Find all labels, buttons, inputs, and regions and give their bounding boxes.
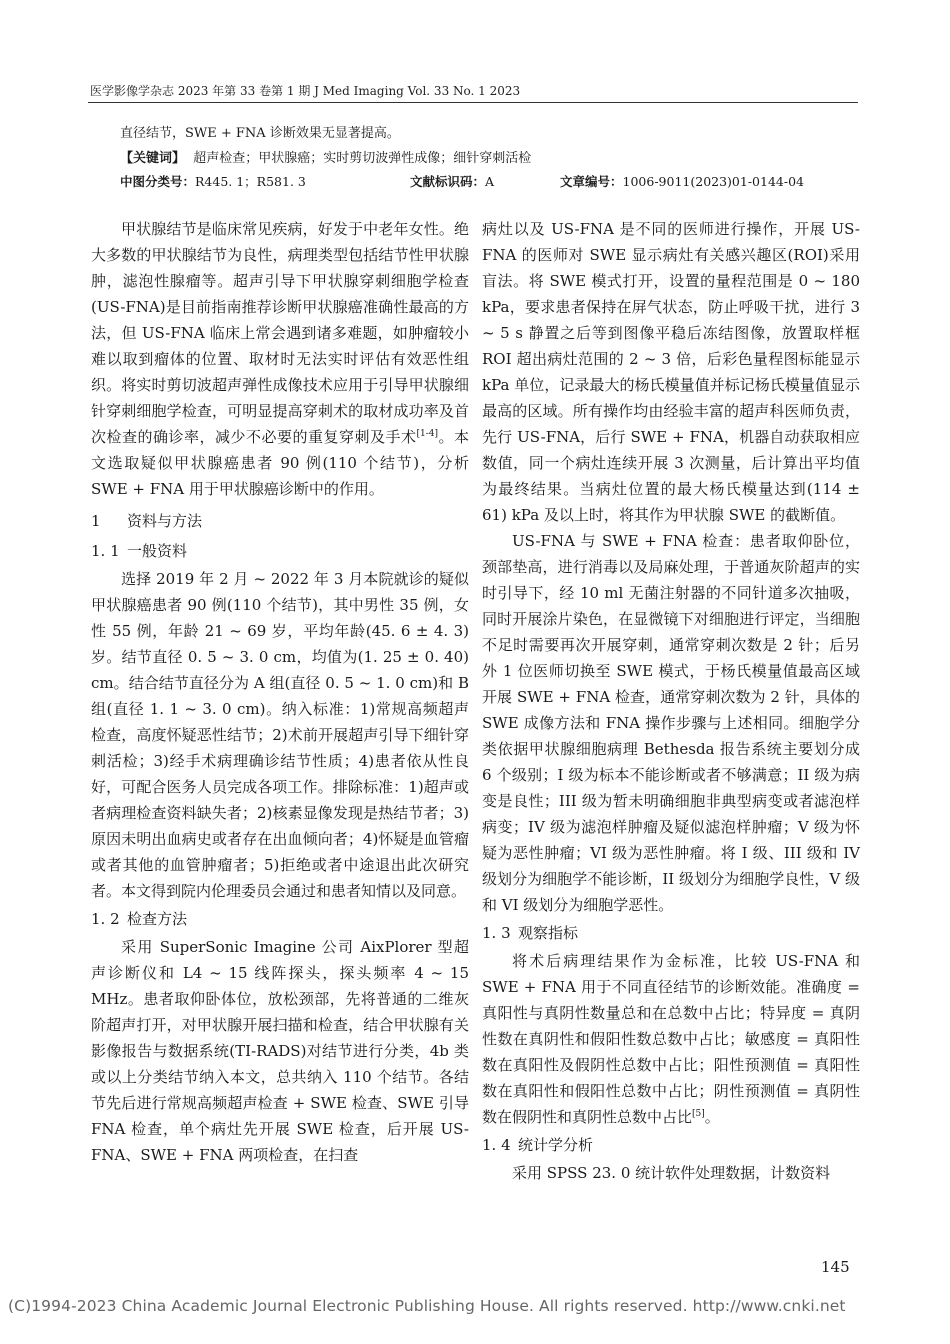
indicators-text: 将术后病理结果作为金标准，比较 US-FNA 和 SWE + FNA 用于不同直径结节的诊断效能。准确度 = 真阳性与真阴性数量总和在总数中占比；特异度 = 真阴性数在真阴性和假阳性数总数中占比；敏感度 = 真阳性数在真阳性及假阴性总数中占比；阳性预测值 = 真阳性数在真阳性和假阳性总数中占比；阴性预测值 = 真阴性数在假阴性和真阴性总数中占比 [482,952,860,1126]
running-head: 医学影像学杂志 2023 年第 33 卷第 1 期 J Med Imaging Vol. 33 No. 1 2023 [90,84,521,98]
subsection-heading [91,536,469,566]
section-heading [91,506,469,536]
citation-ref[interactable]: [1-4] [416,429,438,439]
classification-line [120,172,804,190]
subsection-number: 1. 3 [482,924,511,942]
clc-value: R445. 1；R581. 3 [195,174,306,189]
subsection-title: 检查方法 [127,910,188,928]
subsection-number: 1. 2 [91,910,120,928]
citation-ref[interactable]: [5] [692,1109,705,1119]
swe-paragraph: 病灶以及 US-FNA 是不同的医师进行操作，开展 US-FNA 的医师对 SWE 显示病灶有关感兴趣区(ROI)采用盲法。将 SWE 模式打开，设置的量程范围是 0 ~ 180 kPa，要求患者保持在屏气状态，防止呼吸干扰，进行 3 ~ 5 s 静置之后等到图像平稳后冻结图像，放置取样框 ROI 超出病灶范围的 2 ~ 3 倍，后彩色量程图标能显示 kPa 单位，记录最大的杨氏模量值并标记杨氏模量值显示最高的区域。所有操作均由经验丰富的超声科医师负责，先行 US-FNA，后行 SWE + FNA，机器自动获取相应数值，同一个病灶连续开展 3 次测量，后计算出平均值为最终结果。当病灶位置的最大杨氏模量达到(114 ± 61) kPa 及以上时，将其作为甲状腺 SWE 的截断值。 [482,220,860,524]
fna-paragraph: US-FNA 与 SWE + FNA 检查：患者取仰卧位，颈部垫高，进行消毒以及局麻处理，于普通灰阶超声的实时引导下，经 10 ml 无菌注射器的不同针道多次抽吸，同时开展涂片染色，在显微镜下对细胞进行评定，当细胞不足时需要再次开展穿刺，通常穿刺次数是 2 针；后另外 1 位医师切换至 SWE 模式，于杨氏模量值最高区域开展 SWE + FNA 检查，通常穿刺次数为 2 针，具体的 SWE 成像方法和 FNA 操作步骤与上述相同。细胞学分类依据甲状腺细胞病理 Bethesda 报告系统主要划分成 6 个级别；I 级为标本不能诊断或者不够满意；II 级为病变是良性；III 级为暂未明确细胞非典型病变或者滤泡样病变；IV 级为滤泡样肿瘤及疑似滤泡样肿瘤；V 级为怀疑为恶性肿瘤；VI 级为恶性肿瘤。将 I 级、III 级和 IV 级划分为细胞学不能诊断，II 级划分为细胞学良性，V 级和 VI 级划分为细胞学恶性。 [482,532,860,914]
doc-code-value: A [485,174,495,189]
abstract-tail: 直径结节，SWE + FNA 诊断效果无显著提高。 [120,126,400,141]
indicators-text-end: 。 [704,1108,720,1126]
clc-label: 中图分类号： [120,174,196,189]
methods-paragraph: 采用 SuperSonic Imagine 公司 AixPlorer 型超声诊断仪和 L4 ~ 15 线阵探头，探头频率 4 ~ 15 MHz。患者取仰卧体位，放松颈部，先将普通的二维灰阶超声打开，对甲状腺开展扫描和检查，结合甲状腺有关影像报告与数据系统(TI-RADS)对结节进行分类，4b 类或以上分类结节纳入本文，总共纳入 110 个结节。各结节先后进行常规高频超声检查 + SWE 检查、SWE 引导 FNA 检查，单个病灶先开展 SWE 检查，后开展 US-FNA、SWE + FNA 两项检查，在扫查 [91,938,469,1164]
keywords-text: 超声检查；甲状腺癌；实时剪切波弹性成像；细针穿刺活检 [193,151,532,166]
intro-text: 甲状腺结节是临床常见疾病，好发于中老年女性。绝大多数的甲状腺结节为良性，病理类型包括结节性甲状腺肿，滤泡性腺瘤等。超声引导下甲状腺穿刺细胞学检查(US-FNA)是目前指南推荐诊断甲状腺癌准确性最高的方法，但 US-FNA 临床上常会遇到诸多难题，如肿瘤较小难以取到瘤体的位置、取材时无法实时评估有效恶性组织。将实时剪切波超声弹性成像技术应用于引导甲状腺细针穿刺细胞学检查，可明显提高穿刺术的取材成功率及首次检查的确诊率，减少不必要的重复穿刺及手术 [91,220,469,446]
article-no-label: 文章编号： [560,174,623,189]
header-rule [88,102,858,103]
section-title: 资料与方法 [127,512,203,530]
subsection-number: 1. 4 [482,1136,511,1154]
intro-text-end: 。本文选取疑似甲状腺癌患者 90 例(110 个结节)，分析 SWE + FNA 用于甲状腺癌诊断中的作用。 [91,428,469,498]
subsection-heading [91,904,469,934]
subsection-number: 1. 1 [91,542,120,560]
keywords-line [120,147,531,166]
statistics-paragraph: 采用 SPSS 23. 0 统计软件处理数据，计数资料 [512,1164,831,1182]
subsection-title: 观察指标 [518,924,579,942]
indicators-paragraph [482,948,860,1130]
left-column [91,216,469,1168]
subsection-heading [482,1130,860,1160]
right-column [482,216,860,1186]
general-data-paragraph: 选择 2019 年 2 月 ~ 2022 年 3 月本院就诊的疑似甲状腺癌患者 90 例(110 个结节)，其中男性 35 例，女性 55 例，年龄 21 ~ 69 岁，平均年龄(45. 6 ± 4. 3)岁。结节直径 0. 5 ~ 3. 0 cm，均值为(1. 25 ± 0. 40) cm。结合结节直径分为 A 组(直径 0. 5 ~ 1. 0 cm)和 B 组(直径 1. 1 ~ 3. 0 cm)。纳入标准：1)常规高频超声检查，高度怀疑恶性结节；2)术前开展超声引导下细针穿刺活检；3)经手术病理确诊结节性质；4)患者依从性良好，可配合医务人员完成各项工作。排除标准：1)超声或者病理检查资料缺失者；2)核素显像发现是热结节者；3)原因未明出血病史或者存在出血倾向者；4)怀疑是血管瘤或者其他的血管肿瘤者；5)拒绝或者中途退出此次研究者。本文得到院内伦理委员会通过和患者知情以及同意。 [91,570,469,900]
doc-code-label: 文献标识码： [410,174,486,189]
subsection-title: 统计学分析 [518,1136,594,1154]
subsection-heading [482,918,860,948]
keywords-label: 【关键词】 [120,151,186,166]
intro-paragraph [91,216,469,502]
section-number: 1 [91,512,101,530]
article-no-value: 1006-9011(2023)01-0144-04 [622,174,804,189]
subsection-title: 一般资料 [127,542,188,560]
copyright-footer: (C)1994-2023 China Academic Journal Electronic Publishing House. All rights reserved. http://www.cnki.net [8,1297,846,1315]
page-number: 145 [821,1258,850,1276]
